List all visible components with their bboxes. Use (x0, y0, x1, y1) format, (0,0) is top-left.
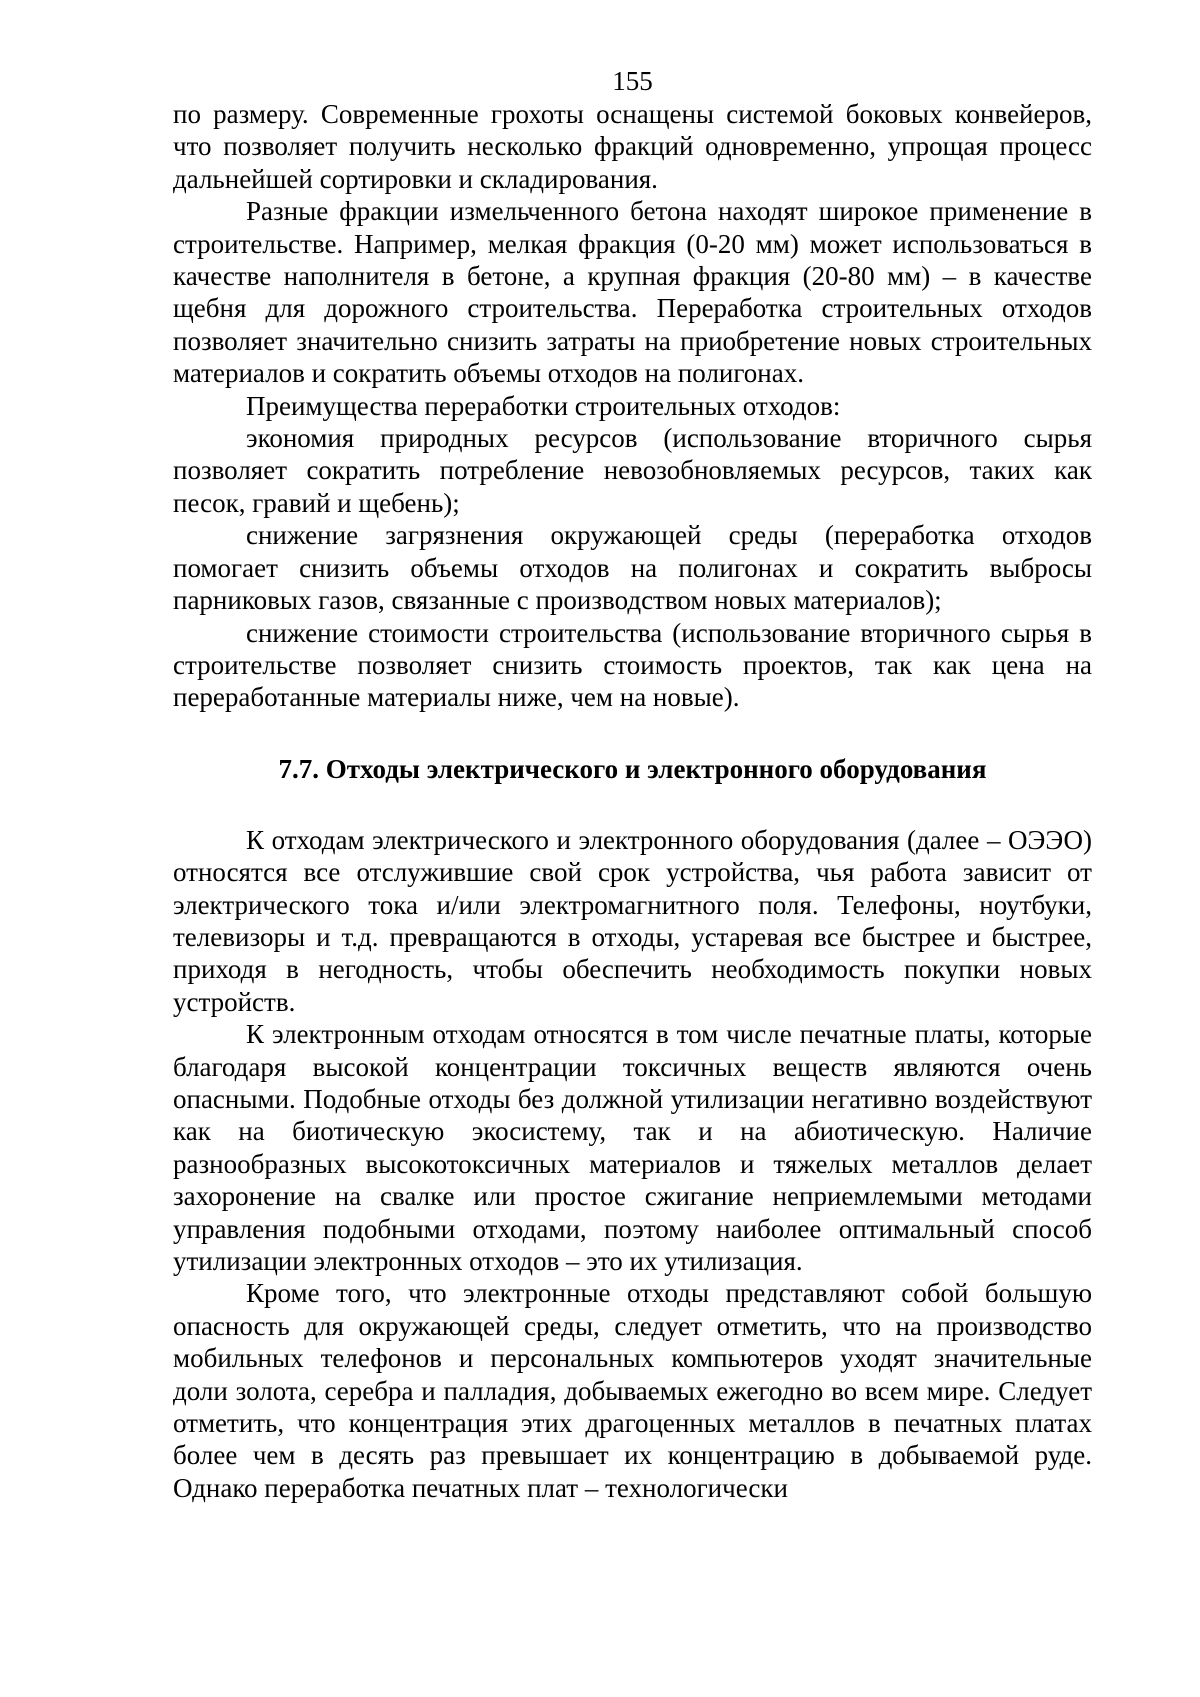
paragraph: Кроме того, что электронные отходы представляют собой большую опасность для окружающей среды, следует отметить, что на производство мобильных телефонов и персональных компьютеров уходят значительные доли золота, серебра и палладия, добываемых ежегодно во всем мире. Следует отметить, что концентрация этих драгоценных металлов в печатных платах более чем в десять раз превышает их концентрацию в добываемой руде. Однако переработка печатных плат – технологически (173, 1278, 1092, 1503)
paragraph: Разные фракции измельченного бетона находят широкое применение в строительстве. Например, мелкая фракция (0-20 мм) может использоваться в качестве наполнителя в бетоне, а крупная фракция (20-80 мм) – в качестве щебня для дорожного строительства. Переработка строительных отходов позволяет значительно снизить затраты на приобретение новых строительных материалов и сократить объемы отходов на полигонах. (173, 196, 1092, 389)
text-block-before (173, 98, 1092, 714)
paragraph: К электронным отходам относятся в том числе печатные платы, которые благодаря высокой концентрации токсичных веществ являются очень опасными. Подобные отходы без должной утилизации негативно воздействуют как на биотическую экосистему, так и на абиотическую. Наличие разнообразных высокотоксичных материалов и тяжелых металлов делает захоронение на свалке или простое сжигание неприемлемыми методами управления подобными отходами, поэтому наиболее оптимальный способ утилизации электронных отходов – это их утилизация. (173, 1019, 1092, 1276)
page-number: 155 (612, 66, 653, 96)
list-paragraph: снижение загрязнения окружающей среды (переработка отходов помогает снизить объемы отходов на полигонах и сократить выбросы парниковых газов, связанные с производством новых материалов); (173, 520, 1092, 616)
paragraph: Преимущества переработки строительных отходов: (246, 390, 841, 421)
document-page (173, 64, 1092, 1504)
list-paragraph: снижение стоимости строительства (использование вторичного сырья в строительстве позволяет снизить стоимость проектов, так как цена на переработанные материалы ниже, чем на новые). (173, 617, 1092, 713)
text-block-after (173, 824, 1092, 1505)
section-heading: 7.7. Отходы электрического и электронного оборудования (278, 753, 987, 784)
list-paragraph: экономия природных ресурсов (использование вторичного сырья позволяет сократить потребление невозобновляемых ресурсов, таких как песок, гравий и щебень); (173, 423, 1092, 518)
paragraph: по размеру. Современные грохоты оснащены системой боковых конвейеров, что позволяет получить несколько фракций одновременно, упрощая процесс дальнейшей сортировки и складирования. (173, 99, 1092, 194)
paragraph: К отходам электрического и электронного оборудования (далее – ОЭЭО) относятся все отслужившие свой срок устройства, чья работа зависит от электрического тока и/или электромагнитного поля. Телефоны, ноутбуки, телевизоры и т.д. превращаются в отходы, устаревая все быстрее и быстрее, приходя в негодность, чтобы обеспечить необходимость покупки новых устройств. (173, 824, 1092, 1017)
